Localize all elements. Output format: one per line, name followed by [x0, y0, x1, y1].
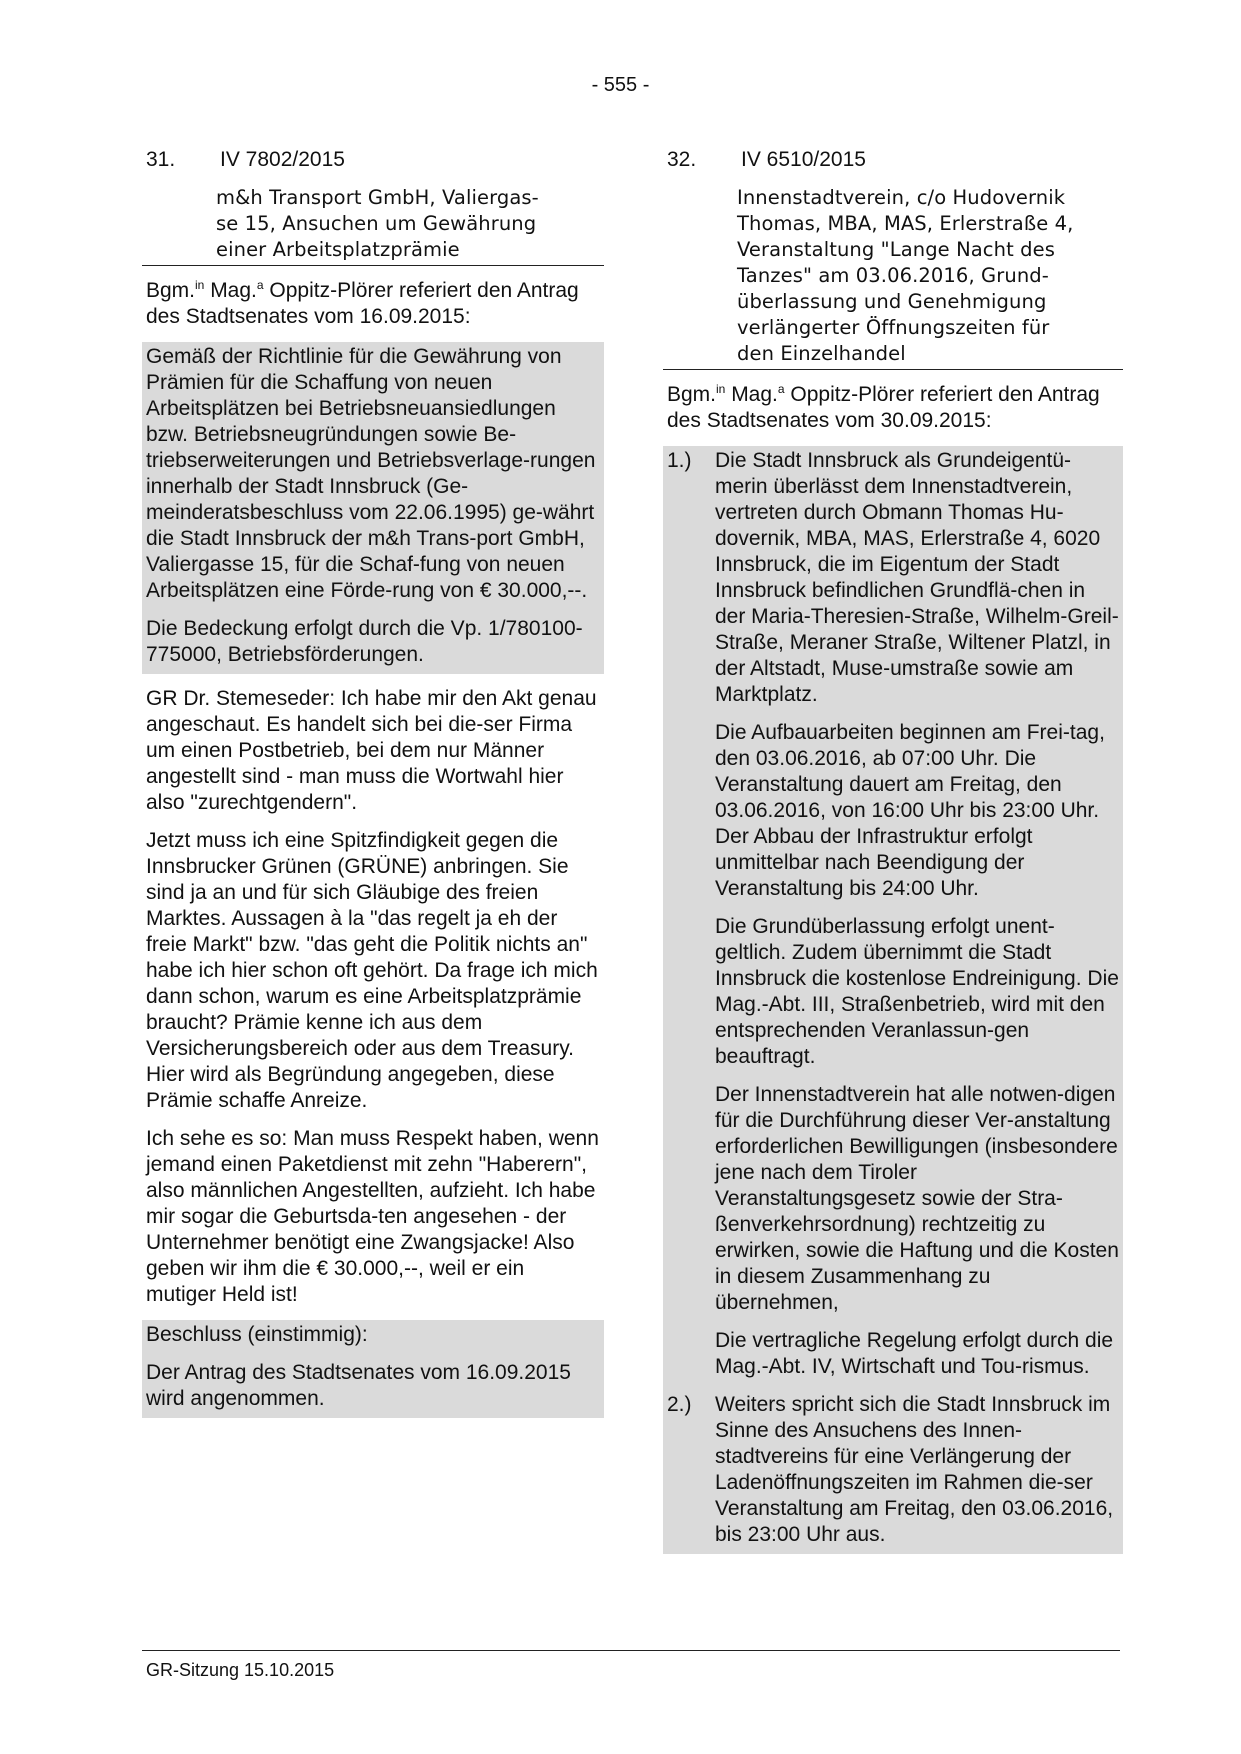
- motion-block: [142, 342, 604, 674]
- right-column: [667, 147, 1119, 1554]
- footer-text: GR-Sitzung 15.10.2015: [146, 1660, 335, 1680]
- item-header: [146, 147, 600, 173]
- speaker-degree-sup: a: [256, 278, 264, 292]
- page-number: - 555 -: [591, 74, 650, 96]
- point-paragraph: Der Innenstadtverein hat alle notwen-digen für die Durchführung dieser Ver-anstaltung erforderlichen Bewilligungen (insbesondere jene nach dem Tiroler Veranstaltungsgesetz sowie der Stra-ßenverkehrsordnung) rechtzeitig zu erwirken, sowie die Haftung und die Kosten in diesem Zusammenhang zu übernehmen,: [715, 1083, 1119, 1314]
- decision-block: [142, 1320, 604, 1418]
- subject-line: einer Arbeitsplatzprämie: [216, 238, 460, 261]
- item-reference: IV 7802/2015: [220, 148, 345, 171]
- subject-line: se 15, Ansuchen um Gewährung: [216, 212, 537, 235]
- point-body: [715, 1392, 1119, 1548]
- footer-divider: [142, 1650, 1120, 1651]
- motion-block: [663, 446, 1123, 1554]
- item-number: 32.: [667, 148, 697, 171]
- subject-line: Thomas, MBA, MAS, Erlerstraße 4,: [737, 212, 1074, 235]
- point-paragraph: Die Aufbauarbeiten beginnen am Frei-tag, den 03.06.2016, ab 07:00 Uhr. Die Veranstaltung dauert am Freitag, den 03.06.2016, von 16:00 Uhr bis 23:00 Uhr. Der Abbau der Infrastruktur erfolgt unmittelbar nach Beendigung der Veranstaltung bis 24:00 Uhr.: [715, 721, 1105, 900]
- speech-paragraph: Jetzt muss ich eine Spitzfindigkeit gegen die Innsbrucker Grünen (GRÜNE) anbringen. Sie sind ja an und für sich Gläubige des freien Marktes. Aussagen à la "das regelt ja eh der freie Markt" bzw. "das geht die Politik nichts an" habe ich hier schon oft gehört. Da frage ich mich dann schon, warum es eine Arbeitsplatzprämie braucht? Prämie kenne ich aus dem Versicherungsbereich oder aus dem Treasury. Hier wird als Begründung angegeben, diese Prämie schaffe Anreize.: [146, 829, 598, 1112]
- speaker-degree: Mag.: [204, 279, 257, 302]
- subject-line: m&h Transport GmbH, Valiergas-: [216, 186, 539, 209]
- speech-paragraph: GR Dr. Stemeseder: Ich habe mir den Akt genau angeschaut. Es handelt sich bei die-ser Firma um einen Postbetrieb, bei dem nur Männer angestellt sind - man muss die Wortwahl hier also "zurechtgendern".: [146, 687, 597, 814]
- motion-point: [667, 448, 1119, 1380]
- speaker-text: Oppitz-Plörer referiert den Antrag des Stadtsenates vom 30.09.2015:: [667, 383, 1100, 432]
- motion-point: [667, 1392, 1119, 1548]
- item-subject-block: [142, 185, 604, 266]
- point-paragraph: Die Grundüberlassung erfolgt unent-geltlich. Zudem übernimmt die Stadt Innsbruck die kostenlose Endreinigung. Die Mag.-Abt. III, Straßenbetrieb, wird mit den entsprechenden Veranlassun-gen beauftragt.: [715, 915, 1119, 1068]
- point-body: [715, 448, 1119, 1380]
- item-header: [667, 147, 1119, 173]
- speaker-title-sup: in: [716, 382, 726, 396]
- motion-paragraph: Die Bedeckung erfolgt durch die Vp. 1/780100-775000, Betriebsförderungen.: [146, 617, 583, 666]
- point-paragraph: Die Stadt Innsbruck als Grundeigentü-merin überlässt dem Innenstadtverein, vertreten durch Obmann Thomas Hu-dovernik, MBA, MAS, Erlerstraße 4, 6020 Innsbruck, die im Eigentum der Stadt Innsbruck befindlichen Grundflä-chen in der Maria-Theresien-Straße, Wilhelm-Greil-Straße, Meraner Straße, Wiltener Platzl, in der Altstadt, Muse-umstraße sowie am Marktplatz.: [715, 449, 1119, 706]
- speaker-title: Bgm.: [146, 279, 196, 302]
- item-subject: [216, 185, 604, 263]
- decision-text: Der Antrag des Stadtsenates vom 16.09.2015 wird angenommen.: [146, 1361, 571, 1410]
- point-paragraph: Die vertragliche Regelung erfolgt durch die Mag.-Abt. IV, Wirtschaft und Tou-rismus.: [715, 1329, 1114, 1378]
- speaker-title: Bgm.: [667, 383, 717, 406]
- subject-line: überlassung und Genehmigung: [737, 290, 1047, 313]
- speaker-intro: [146, 278, 600, 330]
- point-number: 2.): [667, 1393, 692, 1416]
- subject-line: verlängerter Öffnungszeiten für: [737, 316, 1050, 339]
- item-subject-block: [663, 185, 1123, 370]
- left-column: [146, 147, 600, 1418]
- item-reference: IV 6510/2015: [741, 148, 866, 171]
- item-number: 31.: [146, 148, 176, 171]
- point-paragraph: Weiters spricht sich die Stadt Innsbruck im Sinne des Ansuchens des Innen-stadtvereins für eine Verlängerung der Ladenöffnungszeiten im Rahmen die-ser Veranstaltung am Freitag, den 03.06.2016, bis 23:00 Uhr aus.: [715, 1393, 1114, 1546]
- subject-line: Veranstaltung "Lange Nacht des: [737, 238, 1055, 261]
- decision-title: Beschluss (einstimmig):: [146, 1323, 368, 1346]
- subject-line: Tanzes" am 03.06.2016, Grund-: [737, 264, 1049, 287]
- subject-line: den Einzelhandel: [737, 342, 906, 365]
- speaker-degree: Mag.: [725, 383, 778, 406]
- subject-line: Innenstadtverein, c/o Hudovernik: [737, 186, 1066, 209]
- speaker-title-sup: in: [195, 278, 205, 292]
- speech-paragraph: Ich sehe es so: Man muss Respekt haben, wenn jemand einen Paketdienst mit zehn "Haberern", also männlichen Angestellten, aufzieht. Ich habe mir sogar die Geburtsda-ten angesehen - der Unternehmer benötigt eine Zwangsjacke! Also geben wir ihm die € 30.000,--, weil er ein mutiger Held ist!: [146, 1127, 599, 1306]
- item-subject: [737, 185, 1123, 367]
- motion-paragraph: Gemäß der Richtlinie für die Gewährung von Prämien für die Schaffung von neuen Arbeitsplätzen bei Betriebsneuansiedlungen bzw. Betriebsneugründungen sowie Be-triebserweiterungen und Betriebsverlage-rungen innerhalb der Stadt Innsbruck (Ge-meinderatsbeschluss vom 22.06.1995) ge-währt die Stadt Innsbruck der m&h Trans-port GmbH, Valiergasse 15, für die Schaf-fung von neuen Arbeitsplätzen eine Förde-rung von € 30.000,--.: [146, 345, 596, 602]
- speaker-degree-sup: a: [777, 382, 785, 396]
- speaker-text: Oppitz-Plörer referiert den Antrag des Stadtsenates vom 16.09.2015:: [146, 279, 579, 328]
- point-number: 1.): [667, 449, 692, 472]
- speaker-intro: [667, 382, 1119, 434]
